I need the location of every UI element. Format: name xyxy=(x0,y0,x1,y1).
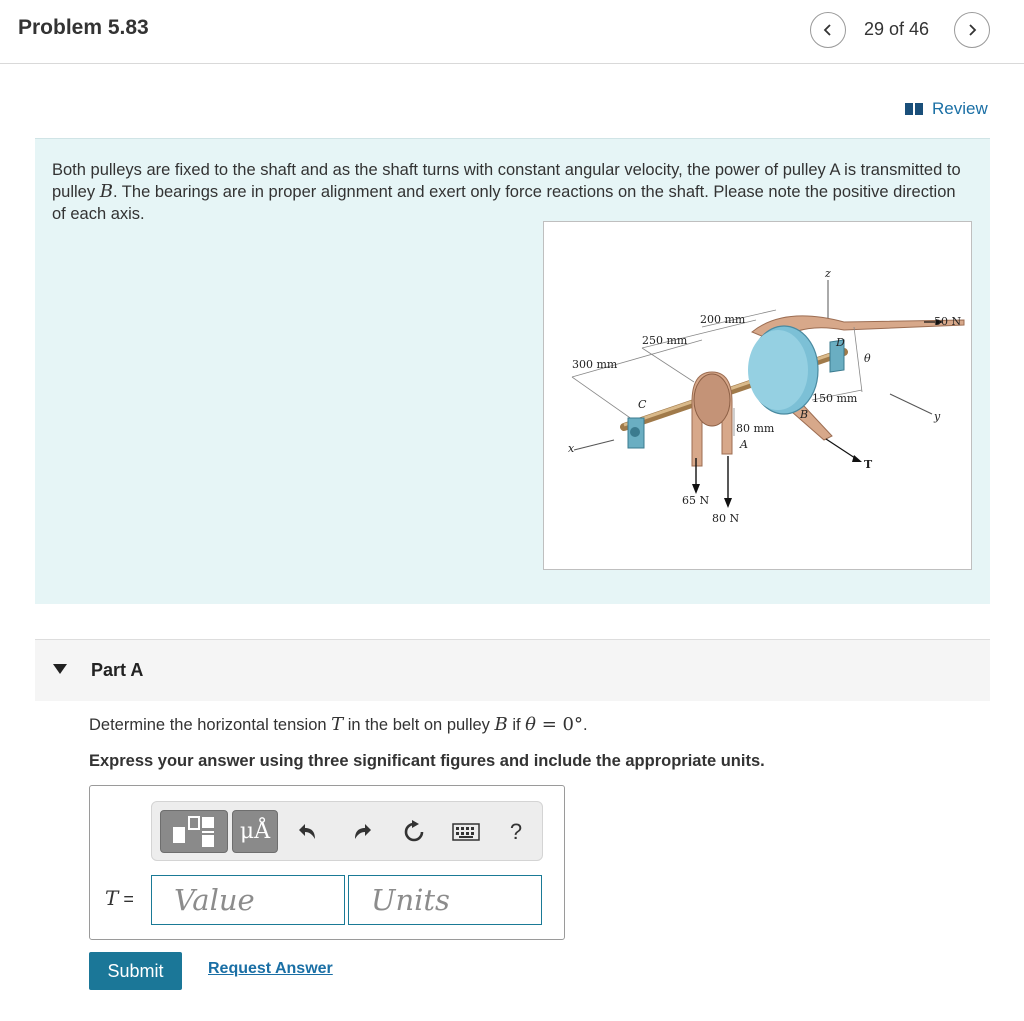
theta-label: θ xyxy=(864,352,871,365)
dimension-300-label: 300 mm xyxy=(572,358,618,371)
question-end: . xyxy=(583,716,588,734)
question-pulley: B xyxy=(494,714,508,735)
reset-icon xyxy=(402,820,426,844)
problem-statement xyxy=(35,138,990,604)
force-65-label: 65 N xyxy=(682,494,710,507)
answer-equals: = xyxy=(118,889,134,909)
chevron-left-icon xyxy=(821,23,835,37)
book-icon xyxy=(904,102,924,116)
templates-button[interactable] xyxy=(160,810,228,853)
x-axis-label: x xyxy=(568,442,575,455)
x-axis-line xyxy=(574,440,614,450)
value-input[interactable] xyxy=(151,875,345,925)
pulley-symbol: B xyxy=(99,181,113,202)
force-80-label: 80 N xyxy=(712,512,740,525)
question-if: if xyxy=(507,716,526,734)
request-answer-link[interactable]: Request Answer xyxy=(208,960,333,977)
pulley-b-face xyxy=(748,330,808,410)
next-problem-button[interactable] xyxy=(954,12,990,48)
force-50-label: 50 N xyxy=(934,315,962,328)
y-axis-label: y xyxy=(934,410,941,423)
help-button[interactable]: ? xyxy=(509,818,523,844)
question-condition-var: θ xyxy=(525,714,537,735)
dimension-150-label: 150 mm xyxy=(812,392,858,405)
bearing-c-label: C xyxy=(638,398,647,411)
units-button[interactable]: μÅ xyxy=(232,810,278,853)
instruction-text: Express your answer using three significant figures and include the appropriate units. xyxy=(89,752,765,770)
bearing-d-label: D xyxy=(836,336,845,349)
pulley-a-label: A xyxy=(740,438,748,451)
review-link[interactable] xyxy=(904,99,988,119)
dimension-200-label: 200 mm xyxy=(700,313,746,326)
theta-line xyxy=(854,327,862,392)
problem-text xyxy=(52,159,972,225)
keyboard-button[interactable] xyxy=(444,810,488,853)
force-80-arrowhead xyxy=(724,498,732,508)
caret-down-icon xyxy=(53,664,67,674)
question-prefix: Determine the horizontal tension xyxy=(89,716,332,734)
header-bar xyxy=(0,0,1024,64)
review-label: Review xyxy=(932,99,988,118)
z-axis-label: z xyxy=(825,267,831,280)
dimension-ext-300 xyxy=(572,377,636,422)
reset-button[interactable] xyxy=(394,810,434,853)
chevron-right-icon xyxy=(965,23,979,37)
answer-box xyxy=(89,785,565,940)
pulley-diagram xyxy=(544,222,971,569)
problem-title: Problem 5.83 xyxy=(18,16,149,39)
pulley-a xyxy=(694,374,730,426)
units-input[interactable] xyxy=(348,875,542,925)
dimension-250-label: 250 mm xyxy=(642,334,688,347)
templates-icon xyxy=(171,815,217,849)
redo-button[interactable] xyxy=(342,810,382,853)
redo-icon xyxy=(351,821,373,843)
part-a-title: Part A xyxy=(91,660,144,680)
y-axis-line xyxy=(890,394,932,414)
tension-t-label: T xyxy=(864,458,873,471)
dimension-ext-250 xyxy=(642,348,694,382)
page-indicator: 29 of 46 xyxy=(864,19,930,39)
pulley-figure xyxy=(543,221,972,570)
question-text xyxy=(89,714,588,735)
tension-t-arrowhead xyxy=(852,455,862,462)
problem-text-part2: . The bearings are in proper alignment and exert only force reactions on the shaft. Please note the positive direction of each axis. xyxy=(52,183,956,223)
answer-variable: T xyxy=(105,886,119,910)
part-a-toggle[interactable] xyxy=(35,639,990,701)
dimension-80-label: 80 mm xyxy=(736,422,775,435)
pulley-b-label: B xyxy=(800,408,809,421)
tension-t-arrow xyxy=(826,439,858,460)
undo-button[interactable] xyxy=(288,810,328,853)
submit-button[interactable]: Submit xyxy=(89,952,182,990)
keyboard-icon xyxy=(452,823,480,841)
question-condition-rest: = 0° xyxy=(536,714,583,735)
belt-b-lower xyxy=(792,406,832,440)
bearing-c-hole xyxy=(630,427,640,437)
force-65-arrowhead xyxy=(692,484,700,494)
question-mid: in the belt on pulley xyxy=(343,716,495,734)
previous-problem-button[interactable] xyxy=(810,12,846,48)
undo-icon xyxy=(297,821,319,843)
math-toolbar xyxy=(151,801,543,861)
problem-text-part1: Both pulleys are fixed to the shaft and as the shaft turns with constant angular velocity, the power of pulley A is transmitted to pulley xyxy=(52,161,961,201)
answer-variable-label xyxy=(105,886,134,910)
question-variable: T xyxy=(331,714,344,735)
